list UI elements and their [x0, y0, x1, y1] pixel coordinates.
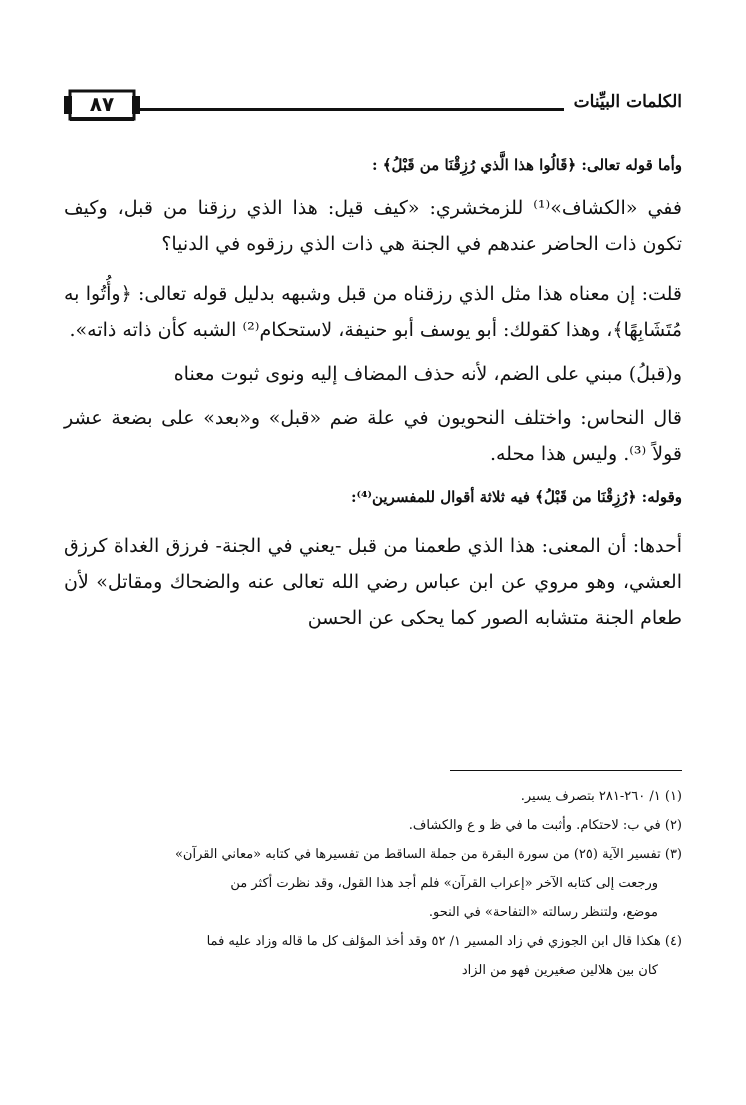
paragraph-3: قلت: إن معناه هذا مثل الذي رزقناه من قبل وشبهه بدليل قوله تعالى: ﴿وأُتُوا به مُتَشَابِهًا﴾، وهذا كقولك: أبو يوسف أبو حنيفة، لاستحكام⁽²⁾ الشبه كأن ذاته ذاته». [64, 283, 682, 341]
footnote-2: (٢) في ب: لاحتكام. وأثبت ما في ظ و ع والكشاف. [408, 818, 682, 833]
footnotes [64, 782, 682, 985]
running-title: الكلمات البيِّنات [573, 92, 682, 112]
footnote-3-line-2: ورجعت إلى كتابه الآخر «إعراب القرآن» فلم أجد هذا القول، وقد نظرت أكثر من [230, 876, 658, 891]
paragraph-4: و(قبلُ) مبني على الضم، لأنه حذف المضاف إليه ونوى ثبوت معناه [173, 363, 682, 385]
paragraph-7: أحدها: أن المعنى: هذا الذي طعمنا من قبل -يعني في الجنة- فرزق الغداة كرزق العشي، وهو مروي عن ابن عباس رضي الله تعالى عنه والضحاك ومقاتل» لأن طعام الجنة متشابه الصور كما يحكى عن الحسن [64, 535, 682, 629]
header-rule [140, 108, 564, 111]
main-text [64, 148, 682, 636]
footnote-separator [450, 770, 682, 771]
footnote-4-line-2: كان بين هلالين صغيرين فهو من الزاد [461, 963, 658, 978]
footnote-3-line-3: موضع، ولتنظر رسالته «التفاحة» في النحو. [428, 905, 658, 920]
paragraph-6: وقوله: ﴿رُزِقْنَا من قَبْلُ﴾ فيه ثلاثة أقوال للمفسرين⁽⁴⁾: [350, 488, 682, 506]
page-number: ٨٧ [89, 92, 115, 116]
paragraph-1: وأما قوله تعالى: ﴿قَالُوا هذا الَّذي رُزِقْنَا من قَبْلُ﴾ : [371, 156, 682, 174]
paragraph-5: قال النحاس: واختلف النحويون في علة ضم «قبل» و«بعد» على بضعة عشر قولاً ⁽³⁾. وليس هذا محله. [64, 407, 682, 465]
page-header [62, 88, 682, 128]
footnote-4: (٤) هكذا قال ابن الجوزي في زاد المسير ١/ ٥٢ وقد أخذ المؤلف كل ما قاله وزاد عليه فما [206, 934, 682, 949]
footnote-3: (٣) تفسير الآية (٢٥) من سورة البقرة من جملة الساقط من تفسيرها في كتابه «معاني القرآن» [174, 847, 682, 862]
footnote-1: (١) ١/ ٢٦٠-٢٨١ بتصرف يسير. [520, 789, 682, 804]
paragraph-2: ففي «الكشاف»⁽¹⁾ للزمخشري: «كيف قيل: هذا الذي رزقنا من قبل، وكيف تكون ذات الحاضر عندهم في الجنة هي ذات الذي رزقوه في الدنيا؟ [64, 197, 683, 255]
